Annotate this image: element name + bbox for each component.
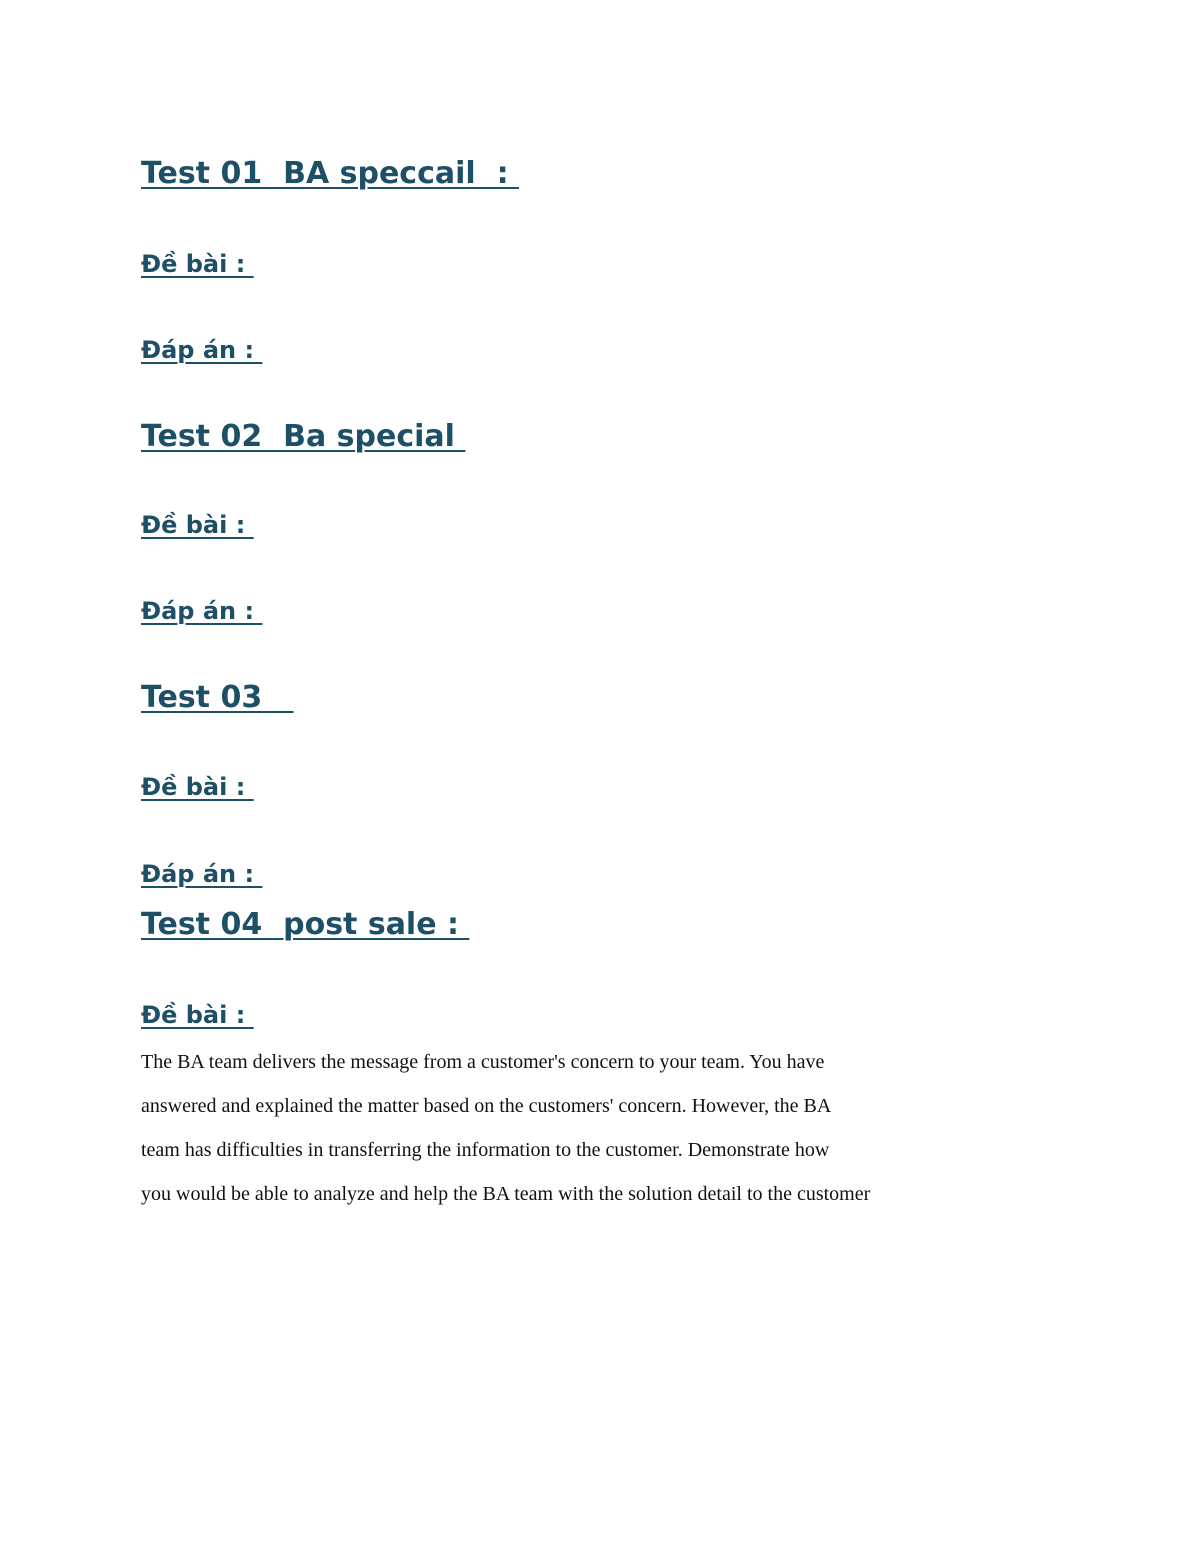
section-problem-label-test-04: Đề bài : <box>141 1001 254 1029</box>
section-answer-label-test-02: Đáp án : <box>141 597 263 625</box>
section-title-test-04: Test 04 post sale : <box>141 907 470 942</box>
problem-text-line: The BA team delivers the message from a customer's concern to your team. You have <box>141 1051 825 1073</box>
section-title-test-03: Test 03 <box>141 680 294 715</box>
section-answer-label-test-01: Đáp án : <box>141 336 263 364</box>
section-problem-label-test-02: Đề bài : <box>141 511 254 539</box>
problem-description <box>141 1040 981 1216</box>
section-title-test-02: Test 02 Ba special <box>141 419 466 454</box>
problem-text-line: answered and explained the matter based on the customers' concern. However, the BA <box>141 1095 832 1117</box>
section-problem-label-test-01: Đề bài : <box>141 250 254 278</box>
section-problem-label-test-03: Đề bài : <box>141 773 254 801</box>
problem-text-line: you would be able to analyze and help the BA team with the solution detail to the customer <box>141 1183 871 1205</box>
problem-text-line: team has difficulties in transferring the information to the customer. Demonstrate how <box>141 1139 830 1161</box>
section-answer-label-test-03: Đáp án : <box>141 860 263 888</box>
section-title-test-01: Test 01 BA speccail : <box>141 156 520 191</box>
